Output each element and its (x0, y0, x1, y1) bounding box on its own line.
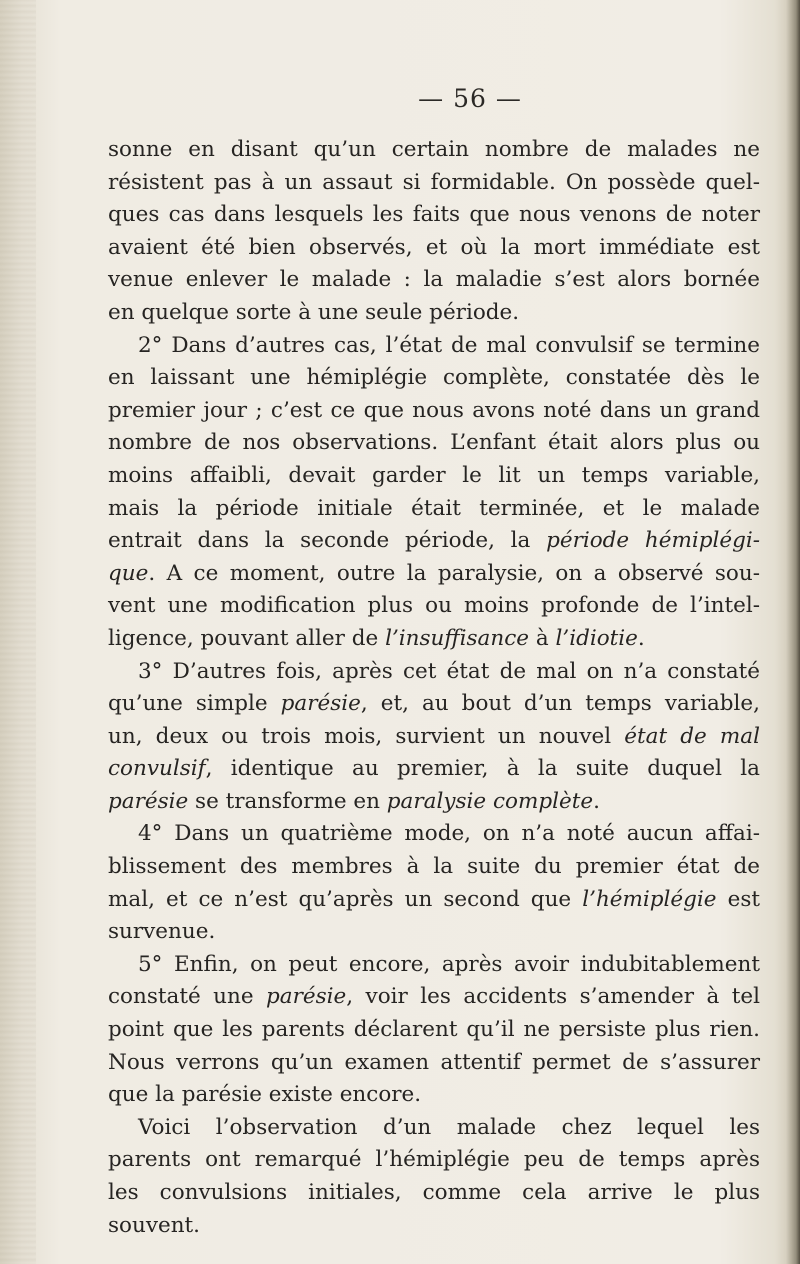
text-segment: mal, et ce n’est qu’après un second que (108, 886, 583, 912)
body-text (108, 134, 760, 1242)
text-segment: est (716, 886, 760, 912)
italic-term: convulsif (108, 756, 206, 782)
text-segment: 5° Enfin, on peut encore, après avoir indubitablement (138, 951, 760, 977)
text-segment: les convulsions initiales, comme cela arrive le plus (108, 1180, 760, 1205)
text-line (108, 981, 760, 1014)
text-segment: qu’une simple (108, 691, 281, 717)
page-right-shadow (786, 0, 800, 1264)
text-segment: blissement des membres à la suite du premier état de (108, 854, 760, 880)
text-segment: avaient été bien observés, et où la mort immédiate est (108, 234, 760, 260)
text-segment: que la parésie existe encore. (108, 1082, 422, 1108)
text-segment: parents ont remarqué l’hémiplégie peu de temps après (108, 1147, 760, 1173)
text-segment: ligence, pouvant aller de (108, 625, 386, 651)
text-segment: . A ce moment, outre la paralysie, on a observé sou- (148, 560, 760, 586)
text-segment: entrait dans la seconde période, la (108, 528, 547, 554)
text-line (108, 1047, 760, 1080)
text-line (108, 134, 760, 167)
text-segment: ques cas dans lesquels les faits que nous venons de noter (108, 202, 760, 228)
text-line (108, 1144, 760, 1177)
text-line (108, 1210, 760, 1243)
italic-term: parésie (266, 984, 347, 1010)
text-segment: mais la période initiale était terminée, et le malade (108, 495, 760, 521)
text-line (108, 721, 760, 754)
page-number: — 56 — (418, 84, 522, 113)
text-line (108, 199, 760, 232)
text-segment: nombre de nos observations. L’enfant était alors plus ou (108, 430, 760, 456)
text-segment: premier jour ; c’est ce que nous avons noté dans un grand (108, 397, 760, 423)
italic-term: parésie (108, 788, 189, 814)
text-line (108, 232, 760, 265)
text-line (108, 525, 760, 558)
text-segment: en quelque sorte à une seule période. (108, 299, 520, 325)
italic-term: l’idiotie (555, 625, 638, 651)
text-segment: se transforme en (188, 788, 387, 814)
text-line (108, 493, 760, 526)
text-segment: , et, au bout d’un temps variable, (360, 691, 760, 717)
text-segment: venue enlever le malade : la maladie s’est alors bornée (108, 267, 760, 293)
text-line (108, 558, 760, 591)
text-line (108, 688, 760, 721)
text-line (108, 818, 760, 851)
text-line (108, 427, 760, 460)
text-line (108, 656, 760, 689)
text-line (108, 1014, 760, 1047)
italic-term: l’hémiplégie (582, 886, 717, 912)
text-segment: 3° D’autres fois, après cet état de mal on n’a constaté (138, 658, 760, 684)
text-line (108, 264, 760, 297)
text-line (108, 1079, 760, 1112)
italic-term: période hémiplégi- (546, 528, 760, 554)
text-line (108, 1177, 760, 1210)
text-segment: vent une modification plus ou moins profonde de l’intel- (108, 593, 760, 619)
italic-term: l’insuffisance (385, 625, 529, 651)
italic-term: paralysie complète (386, 788, 594, 814)
text-segment: survenue. (108, 919, 216, 945)
text-segment: à (528, 625, 556, 651)
text-line (108, 753, 760, 786)
text-segment: un, deux ou trois mois, survient un nouvel (108, 723, 625, 749)
text-segment: souvent. (108, 1212, 201, 1238)
text-line (108, 884, 760, 917)
text-line (108, 916, 760, 949)
text-line (108, 395, 760, 428)
text-line (108, 949, 760, 982)
text-segment: 4° Dans un quatrième mode, on n’a noté aucun affai- (138, 821, 760, 847)
text-line (108, 330, 760, 363)
text-segment: sonne en disant qu’un certain nombre de malades ne (108, 137, 760, 162)
text-segment: , identique au premier, à la suite duquel la (205, 756, 760, 782)
page-left-shadow (0, 0, 36, 1264)
italic-term: état de mal (624, 723, 760, 749)
text-segment: . (593, 788, 600, 814)
text-line (108, 786, 760, 819)
text-segment: constaté une (108, 984, 267, 1010)
text-line (108, 851, 760, 884)
text-line (108, 167, 760, 200)
italic-term: que (108, 560, 149, 586)
text-segment: moins affaibli, devait garder le lit un temps variable, (108, 462, 760, 488)
text-line (108, 623, 760, 656)
text-segment: Nous verrons qu’un examen attentif permet de s’assurer (108, 1049, 760, 1075)
text-line (108, 460, 760, 493)
text-segment: résistent pas à un assaut si formidable. On possède quel- (108, 169, 760, 195)
text-segment: Voici l’observation d’un malade chez lequel les (138, 1114, 760, 1140)
text-line (108, 297, 760, 330)
text-line (108, 590, 760, 623)
text-segment: en laissant une hémiplégie complète, constatée dès le (108, 365, 760, 391)
text-line (108, 1112, 760, 1145)
text-segment: , voir les accidents s’amender à tel (346, 984, 760, 1010)
text-segment: point que les parents déclarent qu’il ne persiste plus rien. (108, 1017, 760, 1043)
text-segment: 2° Dans d’autres cas, l’état de mal convulsif se termine (138, 332, 760, 358)
text-segment: . (637, 625, 645, 651)
text-line (108, 362, 760, 395)
italic-term: parésie (280, 691, 361, 717)
